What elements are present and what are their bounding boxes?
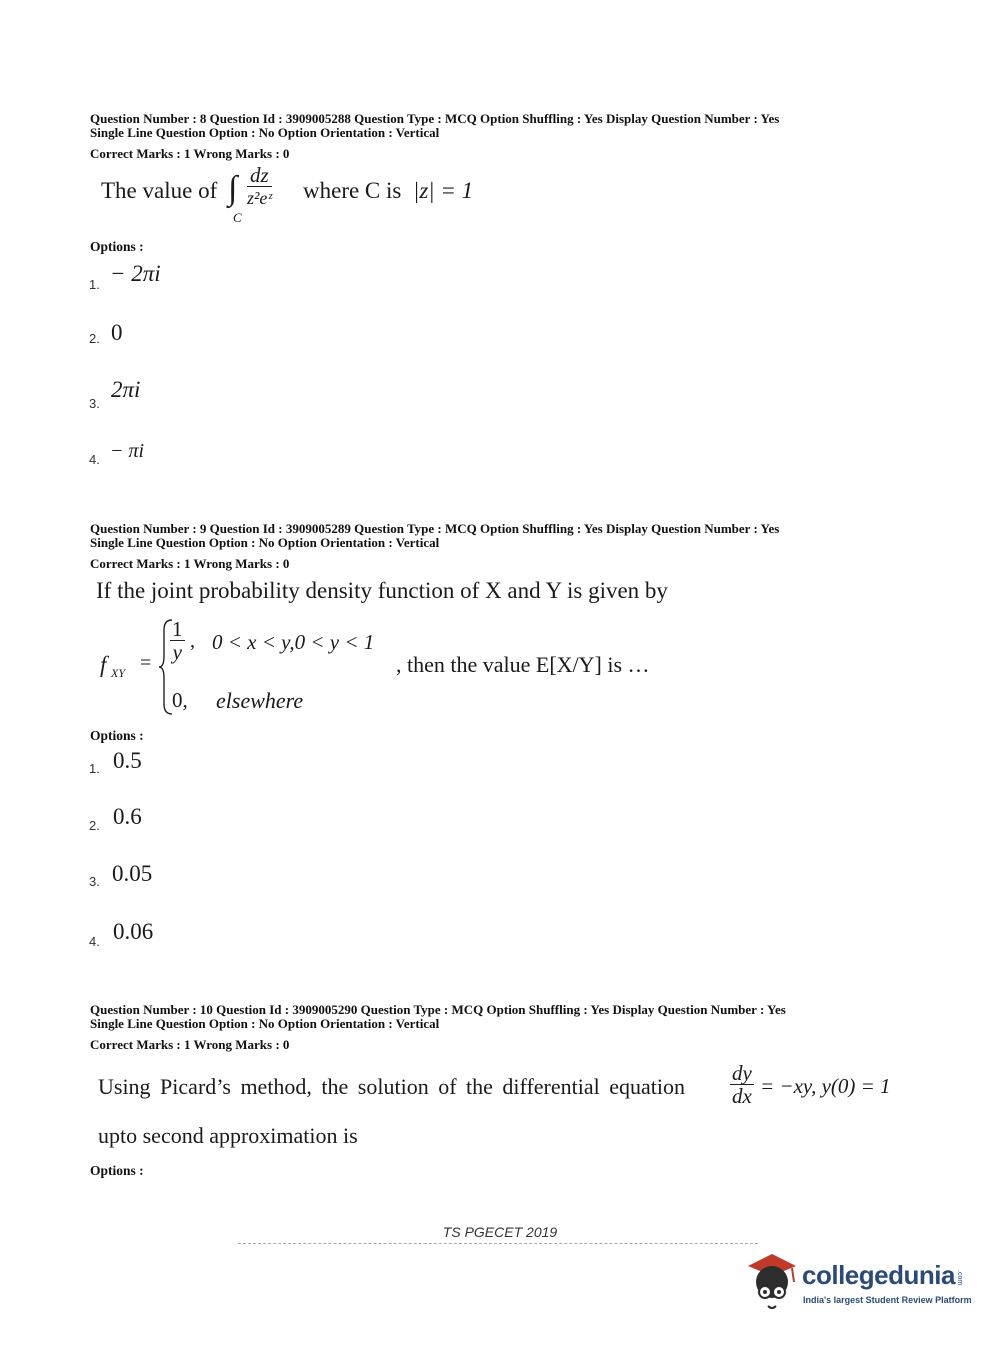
q8-int-numerator: dz xyxy=(247,164,272,187)
q9-text-b: , then the value E[X/Y] is … xyxy=(396,652,650,677)
q8-option-2: 0 xyxy=(111,320,123,345)
q9-option-3: 0.05 xyxy=(112,861,153,886)
q10-meta-line1: Question Number : 10 Question Id : 3909005290 Question Type : MCQ Option Shuffling : Yes Display Question Number : Yes xyxy=(90,1002,786,1017)
q10-derivative xyxy=(730,1062,754,1107)
q9-option-4-num: 4. xyxy=(89,934,100,949)
q10-dx: dx xyxy=(732,1084,752,1108)
q8-option-4-num: 4. xyxy=(89,452,100,467)
q9-meta-line2: Single Line Question Option : No Option Orientation : Vertical xyxy=(90,535,440,550)
footer-divider xyxy=(238,1243,758,1244)
q9-f-sub: XY xyxy=(111,666,126,680)
q9-case1-cond: 0 < x < y,0 < y < 1 xyxy=(212,630,375,654)
q10-rhs: = −xy, y(0) = 1 xyxy=(760,1074,891,1098)
q9-option-4: 0.06 xyxy=(113,919,154,944)
q9-f-label: f xyxy=(100,652,107,677)
collegedunia-logo[interactable] xyxy=(742,1248,972,1312)
q10-options-label: Options : xyxy=(90,1163,144,1178)
q8-options-label: Options : xyxy=(90,239,144,254)
q9-meta xyxy=(90,522,779,550)
mascot-icon xyxy=(742,1248,802,1312)
footer-exam-name: TS PGECET 2019 xyxy=(442,1224,558,1240)
q9-option-3-num: 3. xyxy=(89,874,100,889)
q8-option-3-num: 3. xyxy=(89,396,100,411)
q10-dy: dy xyxy=(732,1061,752,1085)
q9-meta-line1: Question Number : 9 Question Id : 3909005289 Question Type : MCQ Option Shuffling : Yes Display Question Number : Yes xyxy=(90,521,780,536)
q10-meta xyxy=(90,1003,786,1031)
q9-equals: = xyxy=(140,652,152,674)
q8-meta xyxy=(90,112,779,140)
q10-text-b: upto second approximation is xyxy=(98,1123,358,1148)
q9-marks: Correct Marks : 1 Wrong Marks : 0 xyxy=(90,556,290,571)
q9-option-1: 0.5 xyxy=(113,748,142,773)
q8-int-denominator: z²eᶻ xyxy=(247,188,272,208)
q9-option-1-num: 1. xyxy=(89,761,100,776)
q8-meta-line1: Question Number : 8 Question Id : 3909005288 Question Type : MCQ Option Shuffling : Yes Display Question Number : Yes xyxy=(90,111,780,126)
q8-text-c: |z| = 1 xyxy=(413,178,474,203)
q8-option-3: 2πi xyxy=(111,377,141,402)
logo-brand-text: collegedunia xyxy=(802,1260,955,1290)
q9-option-2-num: 2. xyxy=(89,818,100,833)
q8-option-4: − πi xyxy=(110,440,145,462)
q8-option-1-num: 1. xyxy=(89,277,100,292)
q8-marks: Correct Marks : 1 Wrong Marks : 0 xyxy=(90,146,290,161)
q9-options-label: Options : xyxy=(90,728,144,743)
q9-option-2: 0.6 xyxy=(113,804,142,829)
q8-meta-line2: Single Line Question Option : No Option Orientation : Vertical xyxy=(90,125,440,140)
q10-marks: Correct Marks : 1 Wrong Marks : 0 xyxy=(90,1037,290,1052)
q8-question-text xyxy=(101,163,581,228)
integral-symbol: ∫ xyxy=(228,170,238,207)
q10-question-text xyxy=(98,1062,908,1116)
comma: , xyxy=(190,630,195,652)
q8-option-1: − 2πi xyxy=(110,261,161,286)
q9-text-a: If the joint probability density function of X and Y is given by xyxy=(96,578,668,603)
logo-tagline: India's largest Student Review Platform xyxy=(803,1295,972,1305)
q9-case1-num: 1 xyxy=(172,617,183,641)
q9-case1-den: y xyxy=(172,640,182,664)
q9-case1-fraction xyxy=(170,618,185,663)
logo-com-text: .com xyxy=(956,1270,963,1286)
q10-meta-line2: Single Line Question Option : No Option Orientation : Vertical xyxy=(90,1016,440,1031)
q9-piecewise xyxy=(100,614,700,719)
q9-case2-cond: elsewhere xyxy=(216,688,304,713)
q8-text-a: The value of xyxy=(101,178,218,203)
q8-integral-fraction xyxy=(247,164,272,209)
q8-text-b: where C is xyxy=(303,178,402,203)
q9-case2-val: 0, xyxy=(172,688,188,712)
q8-option-2-num: 2. xyxy=(89,331,100,346)
q10-text-a: Using Picard’s method, the solution of the differential equation xyxy=(98,1074,685,1099)
q8-integral-sub: C xyxy=(233,210,242,225)
